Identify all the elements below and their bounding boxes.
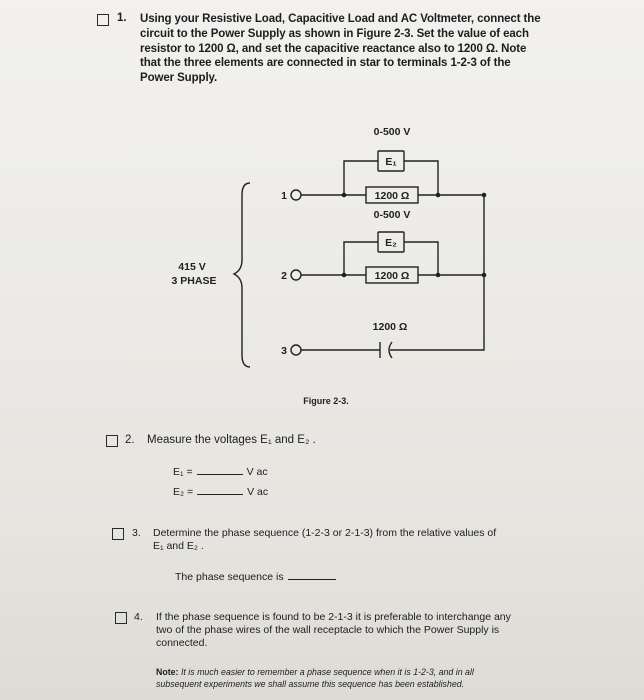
meter2-range-label: 0-500 V xyxy=(373,209,411,221)
q2-e2-row xyxy=(173,485,268,499)
q1-line: resistor to 1200 Ω, and set the capacitive reactance also to 1200 Ω. Note xyxy=(140,42,527,55)
q3-answer-prompt: The phase sequence is xyxy=(175,571,284,583)
q1-line: Power Supply. xyxy=(140,72,218,85)
q3-number: 3. xyxy=(132,527,141,539)
q2-number: 2. xyxy=(125,434,135,446)
junction-dot xyxy=(482,273,487,278)
junction-dot xyxy=(482,193,487,198)
q3-answer-row xyxy=(175,570,340,584)
q3-line: Determine the phase sequence (1-2-3 or 2-1-3) from the relative values of xyxy=(153,527,497,539)
supply-voltage-label: 415 V xyxy=(178,261,206,273)
terminal-3-label: 3 xyxy=(281,345,287,357)
q4-line: connected. xyxy=(156,637,208,649)
note-label: Note: xyxy=(156,667,179,677)
q4-line: If the phase sequence is found to be 2-1-3 it is preferable to interchange any xyxy=(156,611,511,623)
q4-line: two of the phase wires of the wall receptacle to which the Power Supply is xyxy=(156,624,500,636)
meter2-label: E₂ xyxy=(385,237,397,249)
e2-unit: V ac xyxy=(247,486,269,498)
q2-text: Measure the voltages E₁ and E₂ . xyxy=(147,434,316,446)
q1-line: that the three elements are connected in star to terminals 1-2-3 of the xyxy=(140,57,511,70)
q4-checkbox[interactable] xyxy=(115,612,127,624)
q1-line: Using your Resistive Load, Capacitive Load and AC Voltmeter, connect the xyxy=(140,13,541,25)
terminal-3-circle xyxy=(291,345,301,355)
q1-number: 1. xyxy=(117,12,127,24)
supply-phase-label: 3 PHASE xyxy=(171,275,217,287)
e1-unit: V ac xyxy=(246,466,268,478)
terminal-1-label: 1 xyxy=(281,190,287,202)
figure-caption: Figure 2-3. xyxy=(303,396,349,406)
q2-checkbox[interactable] xyxy=(106,435,118,447)
e2-answer-blank[interactable] xyxy=(197,485,243,495)
terminal-2-label: 2 xyxy=(281,270,287,282)
resistor2-label: 1200 Ω xyxy=(374,270,410,282)
junction-dot xyxy=(436,193,441,198)
terminal-2-circle xyxy=(291,270,301,280)
note-line: It is much easier to remember a phase sequence when it is 1-2-3, and in all xyxy=(180,667,474,677)
junction-dot xyxy=(342,193,347,198)
resistor1-label: 1200 Ω xyxy=(374,190,410,202)
terminal-1-circle xyxy=(291,190,301,200)
q4-number: 4. xyxy=(134,611,143,623)
q2-e1-row xyxy=(173,465,268,479)
q4-note xyxy=(156,667,606,690)
q3-checkbox[interactable] xyxy=(112,528,124,540)
supply-brace xyxy=(234,183,250,367)
e2-label: E₂ = xyxy=(173,486,194,498)
junction-dot xyxy=(436,273,441,278)
note-line: subsequent experiments we shall assume this sequence has been established. xyxy=(156,678,465,689)
q3-line: E₁ and E₂ . xyxy=(153,540,204,552)
meter1-label: E₁ xyxy=(385,156,397,168)
junction-dot xyxy=(342,273,347,278)
q1-line: circuit to the Power Supply as shown in Figure 2-3. Set the value of each xyxy=(140,27,529,40)
capacitor-label: 1200 Ω xyxy=(372,321,408,333)
q4-text xyxy=(156,611,596,650)
e1-label: E₁ = xyxy=(173,466,193,478)
e1-answer-blank[interactable] xyxy=(197,465,243,475)
meter1-range-label: 0-500 V xyxy=(373,126,411,138)
phase-sequence-blank[interactable] xyxy=(288,570,336,580)
q3-text xyxy=(153,527,593,553)
